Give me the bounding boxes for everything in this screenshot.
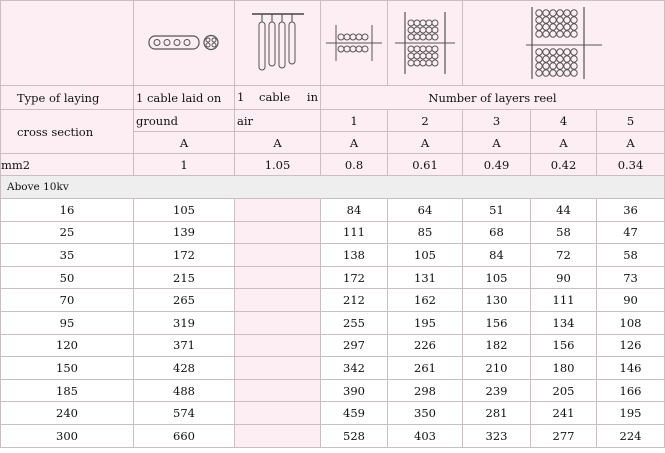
section-row — [1, 176, 665, 199]
layer-4-value-cell: 180 — [531, 357, 597, 380]
layer-5-value-cell: 36 — [597, 199, 665, 222]
air-illustration-cell — [235, 1, 321, 86]
layer-5-header: 5 — [597, 110, 665, 132]
air-header-line1 — [235, 86, 321, 110]
unit-layer-4: A — [531, 132, 597, 154]
layer-2-value-cell: 162 — [388, 289, 463, 312]
air-value-cell — [235, 311, 321, 334]
unit-layer-5: A — [597, 132, 665, 154]
layer-5-value-cell: 195 — [597, 402, 665, 425]
layer-1-value-cell: 84 — [321, 199, 388, 222]
air-value-cell — [235, 199, 321, 222]
layer-5-value-cell: 90 — [597, 289, 665, 312]
flat-cable-on-ground-icon — [147, 31, 221, 55]
layer-1-value-cell: 459 — [321, 402, 388, 425]
cable-hanging-in-air-icon — [248, 8, 308, 78]
air-value-cell — [235, 244, 321, 267]
air-header-line2: air — [235, 110, 321, 132]
layer-2-value-cell: 85 — [388, 221, 463, 244]
ground-illustration-cell — [134, 1, 235, 86]
reel-1-layer-icon — [324, 21, 384, 65]
layer-5-value-cell: 73 — [597, 266, 665, 289]
layer-1-value-cell: 390 — [321, 379, 388, 402]
air-value-cell — [235, 334, 321, 357]
cross-section-cell: 240 — [1, 402, 134, 425]
table-row-150 — [1, 357, 665, 380]
layer-3-value-cell: 68 — [463, 221, 531, 244]
layer-4-value-cell: 44 — [531, 199, 597, 222]
factor-ground: 1 — [134, 154, 235, 176]
layer-1-value-cell: 212 — [321, 289, 388, 312]
table-row-25 — [1, 221, 665, 244]
layer-2-value-cell: 195 — [388, 311, 463, 334]
cross-section-cell: 120 — [1, 334, 134, 357]
table-row-240 — [1, 402, 665, 425]
ground-value-cell: 139 — [134, 221, 235, 244]
reel-1-illustration-cell — [321, 1, 388, 86]
cross-section-cell: 95 — [1, 311, 134, 334]
table-row-70 — [1, 289, 665, 312]
table-row-185 — [1, 379, 665, 402]
layer-3-value-cell: 239 — [463, 379, 531, 402]
table-row-35 — [1, 244, 665, 267]
layer-4-value-cell: 241 — [531, 402, 597, 425]
layer-2-value-cell: 403 — [388, 424, 463, 447]
table-row-50 — [1, 266, 665, 289]
factor-layer-2: 0.61 — [388, 154, 463, 176]
layer-4-value-cell: 277 — [531, 424, 597, 447]
reel-5-illustration-cell — [463, 1, 665, 86]
cross-section-cell: 16 — [1, 199, 134, 222]
reel-3-illustration-cell — [388, 1, 463, 86]
layer-5-value-cell: 126 — [597, 334, 665, 357]
cross-section-cell: 150 — [1, 357, 134, 380]
ground-value-cell: 319 — [134, 311, 235, 334]
layer-1-value-cell: 255 — [321, 311, 388, 334]
layer-3-header: 3 — [463, 110, 531, 132]
layer-2-value-cell: 298 — [388, 379, 463, 402]
layer-2-value-cell: 350 — [388, 402, 463, 425]
air-header-word-3: in — [306, 90, 318, 104]
factor-layer-4: 0.42 — [531, 154, 597, 176]
ground-value-cell: 172 — [134, 244, 235, 267]
air-value-cell — [235, 402, 321, 425]
ground-value-cell: 215 — [134, 266, 235, 289]
air-value-cell — [235, 424, 321, 447]
table-row-300 — [1, 424, 665, 447]
cross-section-label: cross section — [1, 110, 134, 154]
factor-unit-label: mm2 — [1, 154, 134, 176]
ground-value-cell: 488 — [134, 379, 235, 402]
layer-5-value-cell: 146 — [597, 357, 665, 380]
reel-5-layer-icon — [526, 5, 602, 81]
layer-3-value-cell: 323 — [463, 424, 531, 447]
layer-1-value-cell: 111 — [321, 221, 388, 244]
table-row-120 — [1, 334, 665, 357]
section-label: Above 10kv — [1, 176, 665, 199]
layer-4-value-cell: 156 — [531, 334, 597, 357]
layer-3-value-cell: 84 — [463, 244, 531, 267]
cross-section-cell: 70 — [1, 289, 134, 312]
layer-4-value-cell: 205 — [531, 379, 597, 402]
layer-3-value-cell: 210 — [463, 357, 531, 380]
layer-4-value-cell: 58 — [531, 221, 597, 244]
layer-5-value-cell: 108 — [597, 311, 665, 334]
illustration-row — [1, 1, 665, 86]
ground-value-cell: 105 — [134, 199, 235, 222]
unit-air: A — [235, 132, 321, 154]
air-header-word-2: cable — [259, 90, 291, 104]
factor-air: 1.05 — [235, 154, 321, 176]
factor-layer-3: 0.49 — [463, 154, 531, 176]
air-value-cell — [235, 379, 321, 402]
layer-4-value-cell: 72 — [531, 244, 597, 267]
layer-3-value-cell: 156 — [463, 311, 531, 334]
layer-5-value-cell: 166 — [597, 379, 665, 402]
ground-header-line1: 1 cable laid on — [134, 86, 235, 110]
layer-3-value-cell: 281 — [463, 402, 531, 425]
layer-4-value-cell: 111 — [531, 289, 597, 312]
unit-ground: A — [134, 132, 235, 154]
layer-2-value-cell: 226 — [388, 334, 463, 357]
header-row-2 — [1, 110, 665, 132]
layer-4-header: 4 — [531, 110, 597, 132]
air-value-cell — [235, 289, 321, 312]
layer-3-value-cell: 182 — [463, 334, 531, 357]
type-of-laying-label: Type of laying — [1, 86, 134, 110]
unit-layer-1: A — [321, 132, 388, 154]
ground-header-line2: ground — [134, 110, 235, 132]
layer-1-value-cell: 172 — [321, 266, 388, 289]
ground-value-cell: 574 — [134, 402, 235, 425]
reel-3-layer-icon — [393, 8, 457, 78]
layer-1-value-cell: 138 — [321, 244, 388, 267]
header-row-1 — [1, 86, 665, 110]
ground-value-cell: 371 — [134, 334, 235, 357]
ground-value-cell: 660 — [134, 424, 235, 447]
layer-3-value-cell: 51 — [463, 199, 531, 222]
layer-2-value-cell: 261 — [388, 357, 463, 380]
layer-5-value-cell: 224 — [597, 424, 665, 447]
layer-2-value-cell: 131 — [388, 266, 463, 289]
air-value-cell — [235, 357, 321, 380]
ground-value-cell: 428 — [134, 357, 235, 380]
layer-3-value-cell: 105 — [463, 266, 531, 289]
table-row-16 — [1, 199, 665, 222]
layer-4-value-cell: 90 — [531, 266, 597, 289]
layer-1-value-cell: 297 — [321, 334, 388, 357]
unit-layer-3: A — [463, 132, 531, 154]
cross-section-cell: 25 — [1, 221, 134, 244]
layer-5-value-cell: 58 — [597, 244, 665, 267]
ground-value-cell: 265 — [134, 289, 235, 312]
air-value-cell — [235, 266, 321, 289]
layers-title: Number of layers reel — [321, 86, 665, 110]
layer-3-value-cell: 130 — [463, 289, 531, 312]
factor-layer-1: 0.8 — [321, 154, 388, 176]
layer-4-value-cell: 134 — [531, 311, 597, 334]
air-value-cell — [235, 221, 321, 244]
data-rows — [1, 199, 665, 448]
air-header-word-1: 1 — [237, 90, 245, 104]
cross-section-cell: 185 — [1, 379, 134, 402]
blank-corner-cell — [1, 1, 134, 86]
layer-2-header: 2 — [388, 110, 463, 132]
unit-layer-2: A — [388, 132, 463, 154]
layer-1-header: 1 — [321, 110, 388, 132]
cross-section-cell: 50 — [1, 266, 134, 289]
table-row-95 — [1, 311, 665, 334]
layer-5-value-cell: 47 — [597, 221, 665, 244]
layer-1-value-cell: 342 — [321, 357, 388, 380]
cross-section-cell: 300 — [1, 424, 134, 447]
layer-1-value-cell: 528 — [321, 424, 388, 447]
factor-layer-5: 0.34 — [597, 154, 665, 176]
factor-row — [1, 154, 665, 176]
layer-2-value-cell: 64 — [388, 199, 463, 222]
cross-section-cell: 35 — [1, 244, 134, 267]
layer-2-value-cell: 105 — [388, 244, 463, 267]
